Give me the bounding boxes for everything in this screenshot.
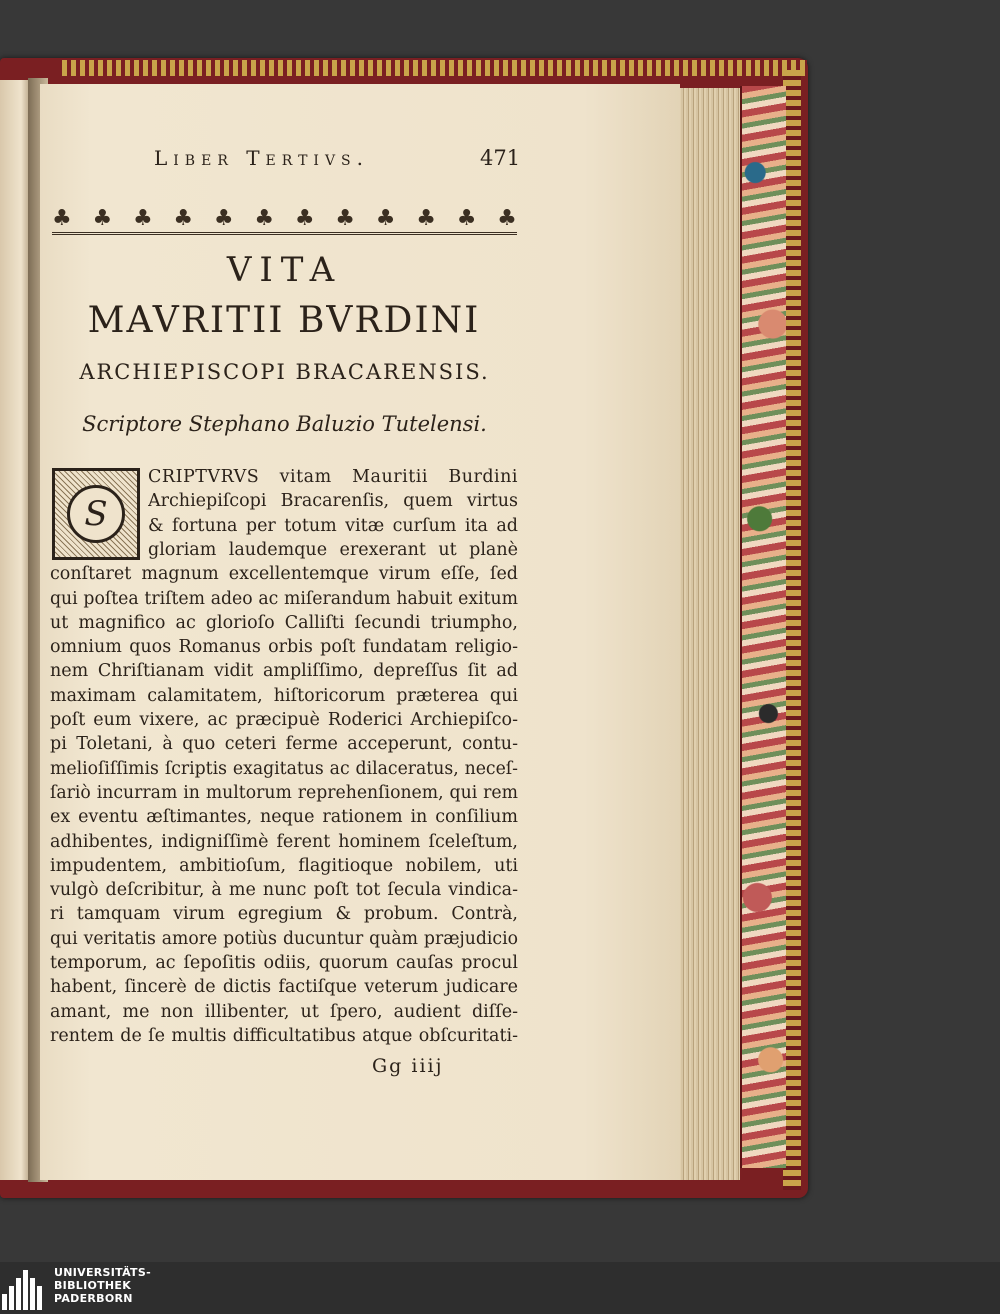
text-line: vulgò deſcribitur, à me nunc poſt tot ſecula vindica- (50, 880, 518, 901)
ornament-glyph: ♣ (132, 206, 153, 231)
heading-byline: Scriptore Stephano Baluzio Tutelensi. (82, 412, 487, 436)
heading-subtitle: ARCHIEPISCOPI BRACARENSIS. (79, 360, 490, 384)
text-line: conſtaret magnum excellentemque virum eſſe, ſed (50, 564, 518, 585)
ornament-glyph: ♣ (52, 206, 72, 231)
text-line: temporum, ac ſepoſitis odiis, quorum cauſas procul (50, 953, 518, 973)
running-head: Liber Tertivs. (154, 146, 369, 170)
text-line: qui poſtea triſtem adeo ac miſerandum habuit exitum (50, 588, 518, 609)
decorated-initial (52, 468, 140, 560)
text-line: ex eventu æſtimantes, neque rationem in conſilium (50, 807, 518, 828)
page-number: 471 (480, 146, 521, 170)
page-edges (676, 88, 740, 1180)
library-logo-icon (0, 1266, 44, 1310)
catchword: Gg iiij (372, 1055, 444, 1077)
ornament-glyph: ♣ (254, 206, 275, 231)
ornament-glyph: ♣ (456, 206, 477, 231)
logo-line-2: BIBLIOTHEK (54, 1279, 132, 1292)
ornamental-border (52, 196, 517, 235)
ornament-glyph: ♣ (92, 206, 113, 231)
gilt-border-top (62, 60, 807, 76)
text-line: ut magnifico ac glorioſo Calliſti ſecundi triumpho, (50, 612, 518, 633)
text-line: maximam calamitatem, hiſtoricorum præterea qui (50, 685, 518, 706)
logo-line-1: UNIVERSITÄTS- (54, 1266, 151, 1279)
ornament-glyph: ♣ (375, 206, 396, 231)
text-line: ri tamquam virum egregium & probum. Contrà, (50, 904, 518, 925)
text-line: & fortuna per totum vitæ curſum ita ad (148, 515, 518, 536)
text-line: rentem de ſe multis difficultatibus atque obſcuritati- (50, 1025, 518, 1046)
text-line: gloriam laudemque erexerant ut planè (148, 539, 518, 560)
text-line: nem Chriſtianam vidit ampliſſimo, depreſſus ſit ad (50, 661, 518, 682)
text-line: poſt eum vixere, ac præcipuè Roderici Archiepiſco- (50, 710, 518, 730)
left-page-edge (0, 80, 30, 1180)
heading-name: MAVRITII BVRDINI (87, 300, 481, 341)
ornament-glyph: ♣ (416, 206, 436, 231)
heading-vita: VITA (226, 250, 343, 290)
text-line: Archiepiſcopi Bracarenſis, quem virtus (148, 491, 518, 512)
library-logo-text (54, 1266, 151, 1305)
text-line: ſariò incurram in multorum reprehenſionem, qui rem (50, 782, 518, 803)
ornament-glyph: ♣ (213, 206, 234, 231)
logo-line-3: PADERBORN (54, 1292, 133, 1305)
text-line: qui veritatis amore potiùs ducuntur quàm præjudicio (50, 928, 518, 949)
ornament-glyph: ♣ (173, 206, 194, 231)
text-line: habent, ſincerè de dictis factiſque veterum judicare (50, 977, 518, 998)
text-line: melioſiſſimis ſcriptis exagitatus ac dilaceratus, neceſ- (50, 758, 518, 779)
initial-letter: S (67, 485, 125, 543)
text-line: omnium quos Romanus orbis poſt fundatam religio- (50, 637, 518, 658)
text-line: amant, me non illibenter, ut ſpero, audient diſſe- (50, 1001, 518, 1022)
text-line: pi Toletani, à quo ceteri ferme acceperunt, contu- (50, 734, 518, 755)
ornament-glyph: ♣ (335, 206, 356, 231)
text-line: CRIPTVRVS vitam Mauritii Burdini (148, 467, 518, 487)
ornament-glyph: ♣ (497, 206, 517, 231)
ornament-glyph: ♣ (294, 206, 315, 231)
text-line: adhibentes, indigniſſimè ferent hominem ſceleſtum, (50, 831, 518, 852)
text-line: impudentem, ambitioſum, flagitioque nobilem, uti (50, 855, 518, 876)
marbled-endpaper (740, 86, 786, 1168)
